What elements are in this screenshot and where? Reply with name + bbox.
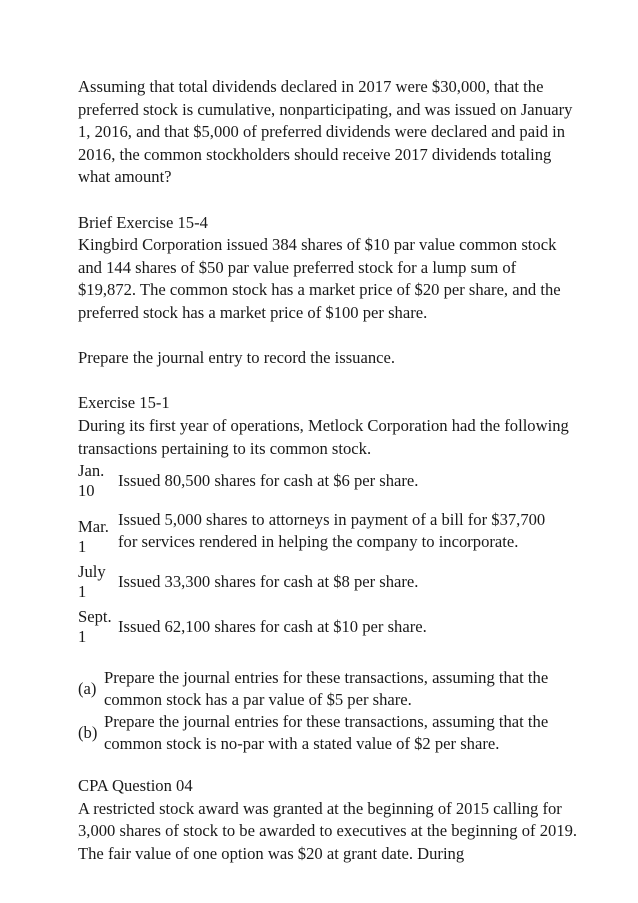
requirement-letter: (b) (78, 723, 98, 743)
transaction-date (78, 460, 118, 505)
brief-exercise-instruction: Prepare the journal entry to record the issuance. (78, 348, 395, 368)
intro-question: Assuming that total dividends declared in 2017 were $30,000, that the preferred stock is cumulative, nonparticipating, and was issued on January 1, 2016, and that $5,000 of preferred dividends were declared and paid in 2016, the common stockholders should receive 2017 dividends totaling what amount? (78, 77, 573, 187)
transaction-date (78, 561, 118, 606)
requirement-text: Prepare the journal entries for these transactions, assuming that the common stock is no-par with a stated value of $2 per share. (104, 712, 549, 754)
transaction-row (78, 505, 548, 561)
spacer (78, 370, 578, 393)
brief-exercise-body: Kingbird Corporation issued 384 shares of $10 par value common stock and 144 shares of $50 par value preferred stock for a lump sum of $19,872. The common stock has a market price of $20 per share, and the preferred stock has a market price of $100 per share. (78, 235, 561, 322)
cpa-question-heading: CPA Question 04 (78, 776, 193, 796)
requirement-row (78, 711, 558, 755)
transaction-description: Issued 33,300 shares for cash at $8 per share. (118, 571, 419, 591)
transaction-date-month: July (78, 562, 106, 582)
requirement-text: Prepare the journal entries for these transactions, assuming that the common stock has a par value of $5 per share. (104, 668, 549, 710)
document-page (78, 76, 578, 865)
transaction-date-month: Jan. (78, 461, 105, 481)
cpa-question-body: A restricted stock award was granted at the beginning of 2015 calling for 3,000 shares of stock to be awarded to executives at the beginning of 2019. The fair value of one option was $20 at grant date. During (78, 798, 578, 863)
transaction-date-month: Sept. (78, 607, 112, 627)
transaction-description: Issued 80,500 shares for cash at $6 per share. (118, 470, 419, 490)
spacer (78, 651, 578, 667)
transaction-row (78, 606, 548, 651)
transactions-table (78, 460, 548, 651)
transaction-row (78, 561, 548, 606)
spacer (78, 755, 578, 775)
exercise-heading: Exercise 15-1 (78, 393, 170, 413)
spacer (78, 189, 578, 212)
requirement-row (78, 667, 558, 711)
brief-exercise-heading: Brief Exercise 15-4 (78, 212, 208, 232)
transaction-date-day: 1 (78, 537, 87, 557)
spacer (78, 325, 578, 348)
transaction-description: Issued 5,000 shares to attorneys in payment of a bill for $37,700 for services rendered in helping the company to incorporate. (118, 510, 546, 552)
transaction-date (78, 606, 118, 651)
transaction-description: Issued 62,100 shares for cash at $10 per share. (118, 616, 427, 636)
requirement-letter: (a) (78, 679, 97, 699)
transaction-date-month: Mar. (78, 517, 109, 537)
transaction-row (78, 460, 548, 505)
requirements-table (78, 667, 558, 755)
transaction-date-day: 10 (78, 481, 95, 501)
transaction-date-day: 1 (78, 582, 87, 602)
transaction-date (78, 505, 118, 561)
exercise-intro: During its first year of operations, Metlock Corporation had the following transactions pertaining to its common stock. (78, 415, 569, 458)
transaction-date-day: 1 (78, 627, 87, 647)
